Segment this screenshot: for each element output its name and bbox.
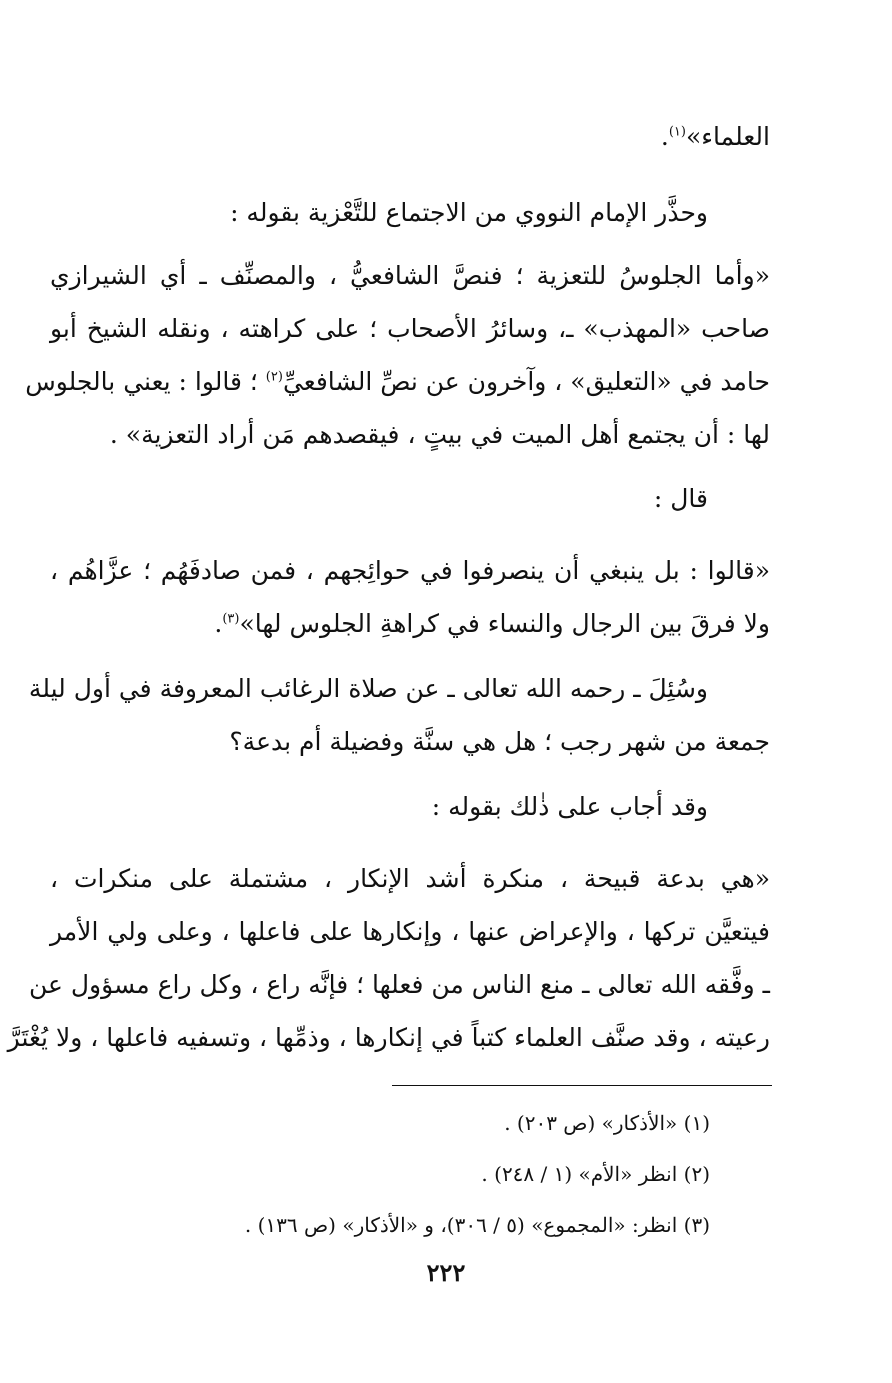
line-main-text: حامد في «التعليق» ، وآخرون عن نصِّ الشافعيِّ: [282, 367, 770, 396]
line-main-text: «قالوا : بل ينبغي أن ينصرفوا في حوائِجهم ، فمن صادفَهُم ؛ عزَّاهُم ،: [50, 556, 770, 585]
text-line: [50, 780, 708, 833]
line-main-text: وحذَّر الإمام النووي من الاجتماع للتَّعْزية بقوله :: [230, 198, 708, 227]
line-main-text: ولا فرقَ بين الرجال والنساء في كراهةِ الجلوس لها»: [239, 609, 770, 638]
footnote-2: (٢) انظر «الأم» (١ / ٢٤٨) .: [481, 1162, 710, 1186]
text-line: [7, 1011, 770, 1064]
line-main-text: «وأما الجلوسُ للتعزية ؛ فنصَّ الشافعيُّ ، والمصنِّف ـ أي الشيرازي: [50, 261, 770, 290]
line-main-text: وسُئِلَ ـ رحمه الله تعالى ـ عن صلاة الرغائب المعروفة في أول ليلة: [28, 674, 708, 703]
line-text: [7, 1011, 770, 1064]
line-text: [50, 597, 770, 650]
footnote-reference[interactable]: (١): [668, 124, 686, 140]
line-trailing-text: .: [660, 122, 669, 151]
text-line: [50, 852, 770, 905]
line-main-text: فيتعيَّن تركها ، والإعراض عنها ، وإنكارها على فاعلها ، وعلى ولي الأمر: [50, 917, 770, 946]
line-main-text: رعيته ، وقد صنَّف العلماء كتباً في إنكارها ، وذمِّها ، وتسفيه فاعلها ، ولا يُغْتَرَّ: [7, 1023, 770, 1052]
text-line: [28, 662, 708, 715]
line-text: [25, 355, 770, 408]
text-line: [50, 302, 770, 355]
line-main-text: قال :: [653, 484, 708, 513]
text-line: [50, 905, 770, 958]
line-main-text: جمعة من شهر رجب ؛ هل هي سنَّة وفضيلة أم بدعة؟: [229, 727, 770, 756]
text-line: [50, 544, 770, 597]
line-main-text: لها : أن يجتمع أهل الميت في بيتٍ ، فيقصدهم مَن أراد التعزية» .: [109, 420, 770, 449]
text-line: [28, 958, 770, 1011]
footnote-1: (١) «الأذكار» (ص ٢٠٣) .: [504, 1111, 710, 1135]
footnote-reference[interactable]: (٣): [222, 611, 240, 627]
line-main-text: «هي بدعة قبيحة ، منكرة أشد الإنكار ، مشتملة على منكرات ،: [50, 864, 770, 893]
line-text: [50, 905, 770, 958]
footnote-divider: [392, 1085, 772, 1086]
line-text: [50, 110, 770, 163]
text-line: [50, 110, 770, 163]
text-line: [50, 715, 770, 768]
line-text: [50, 472, 708, 525]
line-text: [50, 186, 708, 239]
line-text: [50, 302, 770, 355]
line-text: [50, 715, 770, 768]
line-text: [50, 780, 708, 833]
line-text: [50, 852, 770, 905]
page-number: ٢٢٢: [426, 1258, 466, 1287]
text-line: [50, 249, 770, 302]
text-line: [25, 355, 770, 408]
line-text: [50, 544, 770, 597]
line-main-text: وقد أجاب على ذٰلك بقوله :: [431, 792, 708, 821]
line-text: [28, 662, 708, 715]
line-text: [50, 408, 770, 461]
line-text: [50, 249, 770, 302]
line-main-text: العلماء»: [685, 122, 770, 151]
footnote-3: (٣) انظر: «المجموع» (٥ / ٣٠٦)، و «الأذكار» (ص ١٣٦) .: [244, 1213, 710, 1237]
text-line: [50, 597, 770, 650]
line-trailing-text: ؛ قالوا : يعني بالجلوس: [25, 367, 266, 396]
line-trailing-text: .: [214, 609, 223, 638]
footnotes: [190, 1098, 710, 1251]
line-text: [28, 958, 770, 1011]
text-line: [50, 472, 708, 525]
line-main-text: صاحب «المهذب» ـ، وسائرُ الأصحاب ؛ على كراهته ، ونقله الشيخ أبو: [50, 314, 770, 343]
line-main-text: ـ وفَّقه الله تعالى ـ منع الناس من فعلها ؛ فإنَّه راع ، وكل راع مسؤول عن: [28, 970, 770, 999]
footnote-reference[interactable]: (٢): [265, 369, 283, 385]
text-line: [50, 186, 708, 239]
text-line: [50, 408, 770, 461]
